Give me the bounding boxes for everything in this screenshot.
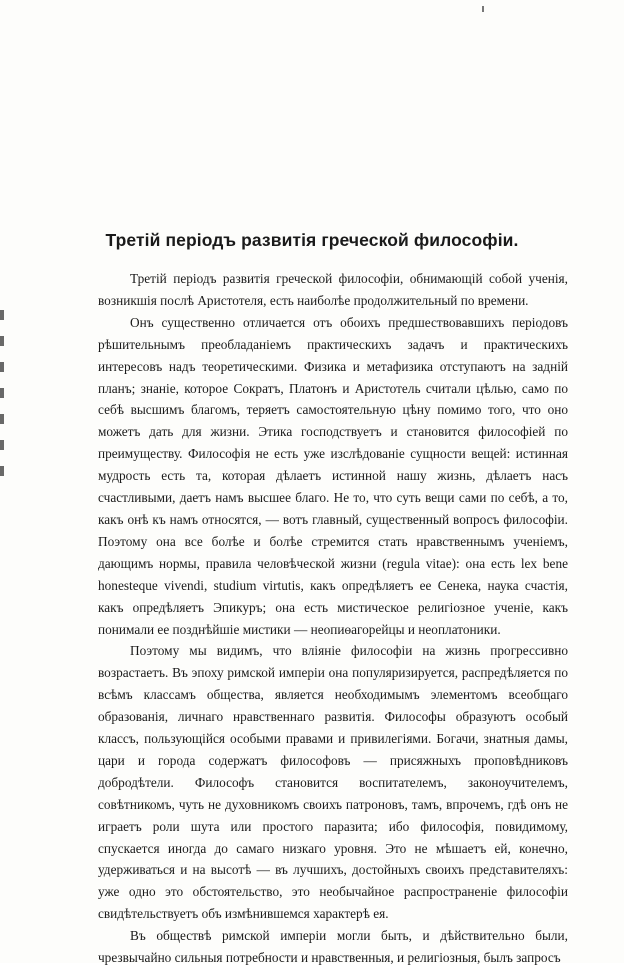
paragraph-2: Онъ существенно отличается отъ обоихъ предшествовавшихъ періодовъ рѣшительнымъ преобладаніемъ практическихъ задачъ и практическихъ интересовъ надъ теоретическими. Физика и метафизика отступаютъ на задній планъ; знаніе, которое Сократъ, Платонъ и Аристотель считали цѣлью, само по себѣ высшимъ благомъ, теряетъ самостоятельную цѣну помимо того, что оно можетъ дать для жизни. Этика господствуетъ и становится философіей по преимуществу. Философія не есть уже изслѣдованіе сущности вещей: истинная мудрость есть та, которая дѣлаетъ истинной нашу жизнь, дѣлаетъ насъ счастливыми, даетъ намъ высшее благо. Не то, что суть вещи сами по себѣ, а то, какъ онѣ къ намъ относятся, — вотъ главный, существенный вопросъ философіи. Поэтому она все болѣе и болѣе стремится стать нравственнымъ ученіемъ, дающимъ нормы, правила человѣческой жизни (regula vitae): она есть lex bene honesteque vivendi, studium virtutis, какъ опредѣляетъ ее Сенека, наука счастія, какъ опредѣляетъ Эпикуръ; она есть мистическое религіозное ученіе, какъ понимали ее позднѣйшіе мистики — неопиѳагорейцы и неоплатоники. [98, 314, 568, 637]
binding-gutter [0, 310, 4, 490]
page-mark [482, 6, 484, 12]
body-text [98, 268, 568, 969]
paragraph-4: Въ обществѣ римской имперіи могли быть, и дѣйствительно были, чрезвычайно сильныя потребности и нравственныя, и религіозныя, былъ запросъ [98, 928, 568, 966]
paragraph-1: Третій періодъ развитія греческой философіи, обнимающій собой ученія, возникшія послѣ Аристотеля, есть наиболѣе продолжительный по времени. [98, 271, 568, 308]
chapter-title: Третій періодъ развитія греческой философіи. [105, 230, 519, 250]
paragraph-3: Поэтому мы видимъ, что вліяніе философіи на жизнь прогрессивно возрастаетъ. Въ эпоху римской имперіи она популяризируется, распредѣляется по всѣмъ классамъ общества, является необходимымъ элементомъ всеобщаго образованія, личнаго нравственнаго развитія. Философы образуютъ особый классъ, пользующійся особыми правами и привилегіями. Богачи, знатныя дамы, цари и города содержатъ философовъ — присяжныхъ проповѣдниковъ добродѣтели. Философъ становится воспитателемъ, законоучителемъ, совѣтникомъ, чуть не духовникомъ своихъ патроновъ, тамъ, впрочемъ, гдѣ онъ не играетъ роли шута или простого паразита; ибо философія, повидимому, спускается иногда до самаго низкаго уровня. Это не мѣшаетъ ей, конечно, удерживаться и на высотѣ — въ лучшихъ, достойныхъ своихъ представителяхъ: уже одно это обстоятельство, это необычайное распространеніе философіи свидѣтельствуетъ объ измѣнившемся характерѣ ея. [98, 643, 568, 922]
